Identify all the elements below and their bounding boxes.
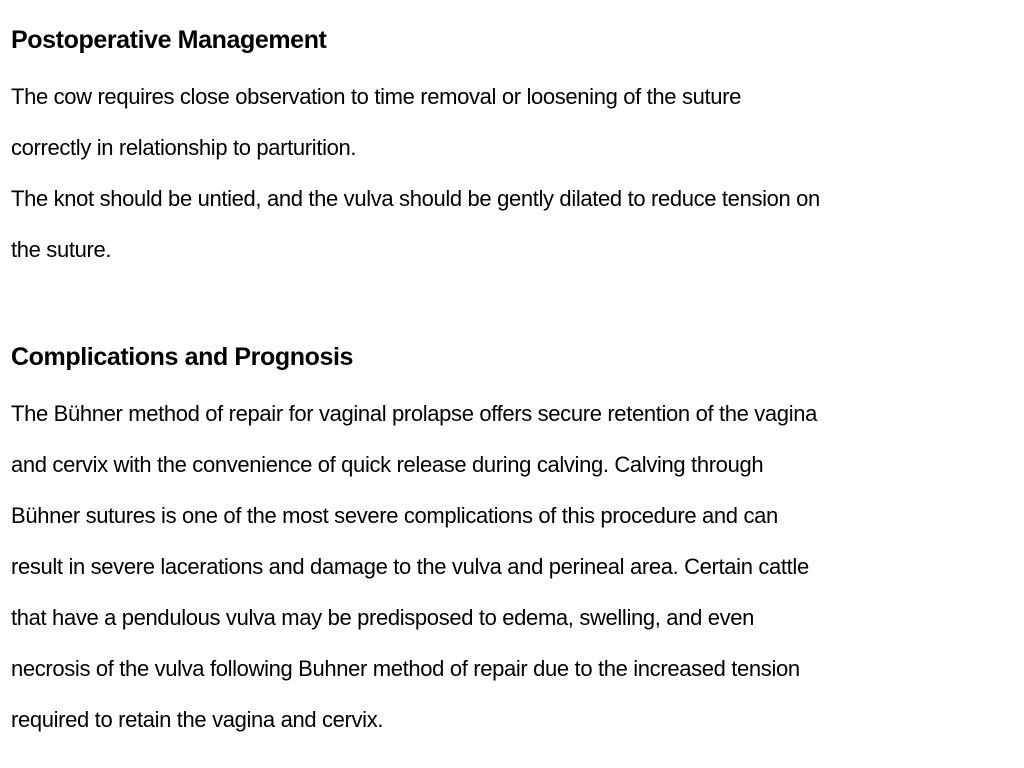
complications-line-3: Bühner sutures is one of the most severe complications of this procedure and can (11, 503, 778, 528)
complications-heading: Complications and Prognosis (11, 343, 354, 371)
postoperative-heading: Postoperative Management (11, 26, 327, 54)
complications-line-5: that have a pendulous vulva may be predisposed to edema, swelling, and even (11, 605, 755, 630)
complications-line-4: result in severe lacerations and damage to the vulva and perineal area. Certain cattle (11, 554, 809, 579)
postoperative-line-4: the suture. (11, 237, 112, 262)
postoperative-line-3: The knot should be untied, and the vulva should be gently dilated to reduce tension on (11, 186, 820, 211)
complications-line-1: The Bühner method of repair for vaginal prolapse offers secure retention of the vagina (11, 401, 817, 426)
postoperative-line-2: correctly in relationship to parturition. (11, 135, 357, 160)
complications-line-2: and cervix with the convenience of quick release during calving. Calving through (11, 452, 764, 477)
postoperative-line-1: The cow requires close observation to time removal or loosening of the suture (11, 84, 741, 109)
complications-line-6: necrosis of the vulva following Buhner method of repair due to the increased tension (11, 656, 800, 681)
complications-line-7: required to retain the vagina and cervix. (11, 707, 384, 732)
